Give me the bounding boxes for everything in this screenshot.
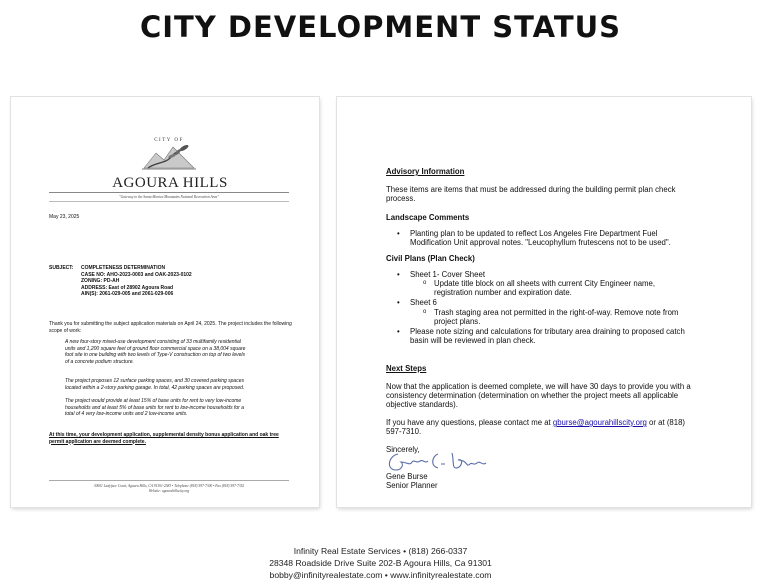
city-tagline: "Gateway to the Santa Monica Mountains National Recreation Area" bbox=[119, 195, 219, 199]
scope-line: A new four-story mixed-use development consisting of 33 multifamily residential bbox=[65, 339, 241, 345]
city-seal-logo bbox=[138, 138, 200, 172]
completeness-notice: At this time, your development application, supplemental density bonus application and oak tree permit application are deemed complete. bbox=[49, 432, 279, 445]
sub-bullet-marker: o bbox=[423, 309, 427, 315]
subject-line: ZONING: PD-AH bbox=[81, 278, 120, 284]
sheet1-sub-line: Update title block on all sheets with current City Engineer name, bbox=[434, 279, 656, 288]
city-name-wordmark: AGOURA HILLS bbox=[112, 175, 228, 191]
advisory-heading: Advisory Information bbox=[386, 167, 465, 176]
landscape-item-line: Modification Unit approval notes. "Leucophyllum frutescens not to be used". bbox=[410, 238, 671, 247]
header-divider-lower bbox=[49, 201, 289, 202]
scope-line: The project proposes 12 surface parking spaces, and 30 covered parking spaces bbox=[65, 378, 244, 384]
scope-line: households and at least 5% of base units for rent to low-income households for a bbox=[65, 404, 244, 411]
landscape-item-line: Planting plan to be updated to reflect Los Angeles Fire Department Fuel bbox=[410, 229, 658, 238]
civil-plans-heading: Civil Plans (Plan Check) bbox=[386, 254, 475, 263]
bullet-marker: • bbox=[397, 298, 400, 307]
contact-text: If you have any questions, please contact me at bbox=[386, 418, 553, 427]
signer-title: Senior Planner bbox=[386, 481, 438, 490]
sheet6-sub-line: project plans. bbox=[434, 317, 481, 326]
scope-line: foot site in one building with two levels of Type-V construction on top of two levels bbox=[65, 352, 246, 358]
page-headline: CITY DEVELOPMENT STATUS bbox=[139, 10, 622, 44]
sheet6-sub-line: Trash staging area not permitted in the right-of-way. Remove note from bbox=[434, 308, 679, 317]
subject-label: SUBJECT: bbox=[49, 265, 74, 271]
advisory-line: These items are items that must be addressed during the building permit plan check bbox=[386, 185, 676, 194]
next-steps-line: objective standards). bbox=[386, 400, 458, 409]
subject-line: AIN(S): 2061-029-005 and 2061-029-006 bbox=[81, 291, 174, 297]
scope-line: located within a 2-story parking garage. In total, 42 parking spaces are proposed. bbox=[65, 384, 245, 391]
city-footer-address bbox=[49, 484, 289, 494]
sub-bullet-marker: o bbox=[423, 280, 427, 286]
parking-paragraph bbox=[65, 378, 293, 391]
scope-paragraph bbox=[65, 339, 293, 365]
sizing-note-line: Please note sizing and calculations for tributary area draining to proposed catch bbox=[410, 327, 685, 336]
scope-line: The project would provide at least 15% of base units for rent to very low-income bbox=[65, 398, 242, 404]
next-steps-line: consistency determination (determination on whether the project meets all applicable bbox=[386, 391, 679, 400]
header-divider bbox=[49, 192, 289, 193]
next-steps-line: Now that the application is deemed complete, we will have 30 days to provide you with a bbox=[386, 382, 691, 391]
next-steps-heading: Next Steps bbox=[386, 364, 427, 373]
footer-line: 30001 Ladyface Court, Agoura Hills, CA 91301-2583 • Telephone (818) 597-7300 • Fax (818) 597-7352 bbox=[93, 484, 245, 488]
office-address-line: 28348 Roadside Drive Suite 202-B Agoura Hills, Ca 91301 bbox=[269, 558, 492, 568]
advisory-line: process. bbox=[386, 194, 416, 203]
affordable-units-paragraph bbox=[65, 398, 293, 418]
closing: Sincerely, bbox=[386, 445, 420, 454]
sizing-note-line: basin will be reviewed in plan check. bbox=[410, 336, 536, 345]
contact-text: or at (818) bbox=[646, 418, 686, 427]
office-contact-line: Infinity Real Estate Services • (818) 266-0337 bbox=[293, 546, 468, 556]
bullet-marker: • bbox=[397, 270, 400, 279]
letter-date: May 23, 2025 bbox=[49, 214, 80, 220]
contact-line bbox=[386, 418, 685, 427]
subject-line: CASE NO: AHO-2023-0003 and OAK-2023-0102 bbox=[81, 271, 192, 278]
subject-line: COMPLETENESS DETERMINATION bbox=[81, 265, 166, 271]
scope-line: total of 4 very low-income units and 2 low-income units. bbox=[65, 411, 188, 417]
contact-email-link[interactable]: gburse@agourahillscity.org bbox=[552, 418, 647, 427]
completeness-letter-page-2 bbox=[337, 97, 751, 507]
city-of-label: CITY OF bbox=[154, 138, 184, 143]
landscape-heading: Landscape Comments bbox=[386, 213, 470, 222]
footer-divider bbox=[49, 480, 289, 481]
bullet-marker: • bbox=[397, 229, 400, 238]
intro-paragraph: Thank you for submitting the subject application materials on April 24, 2025. The project includes the following scope of work: bbox=[49, 321, 292, 334]
signer-name: Gene Burse bbox=[386, 472, 428, 481]
scope-line: of a concrete podium structure. bbox=[65, 358, 134, 365]
contact-phone: 597-7310. bbox=[386, 427, 422, 436]
subject-line: ADDRESS: East of 28902 Agoura Road bbox=[81, 284, 174, 291]
subject-block bbox=[81, 265, 192, 298]
scope-line: units and 1,200 square feet of ground floor commercial space on a 38,004 square bbox=[65, 345, 246, 352]
sheet6-item: Sheet 6 bbox=[410, 298, 437, 307]
completeness-letter-page-1 bbox=[11, 97, 319, 507]
office-web-line: bobby@infinityrealestate.com • www.infinityrealestate.com bbox=[269, 570, 492, 580]
footer-line: Website: agourahillscity.org bbox=[148, 489, 190, 493]
bullet-marker: • bbox=[397, 327, 400, 336]
sheet1-item: Sheet 1- Cover Sheet bbox=[410, 270, 485, 279]
sheet1-sub-line: registration number and expiration date. bbox=[434, 288, 572, 297]
